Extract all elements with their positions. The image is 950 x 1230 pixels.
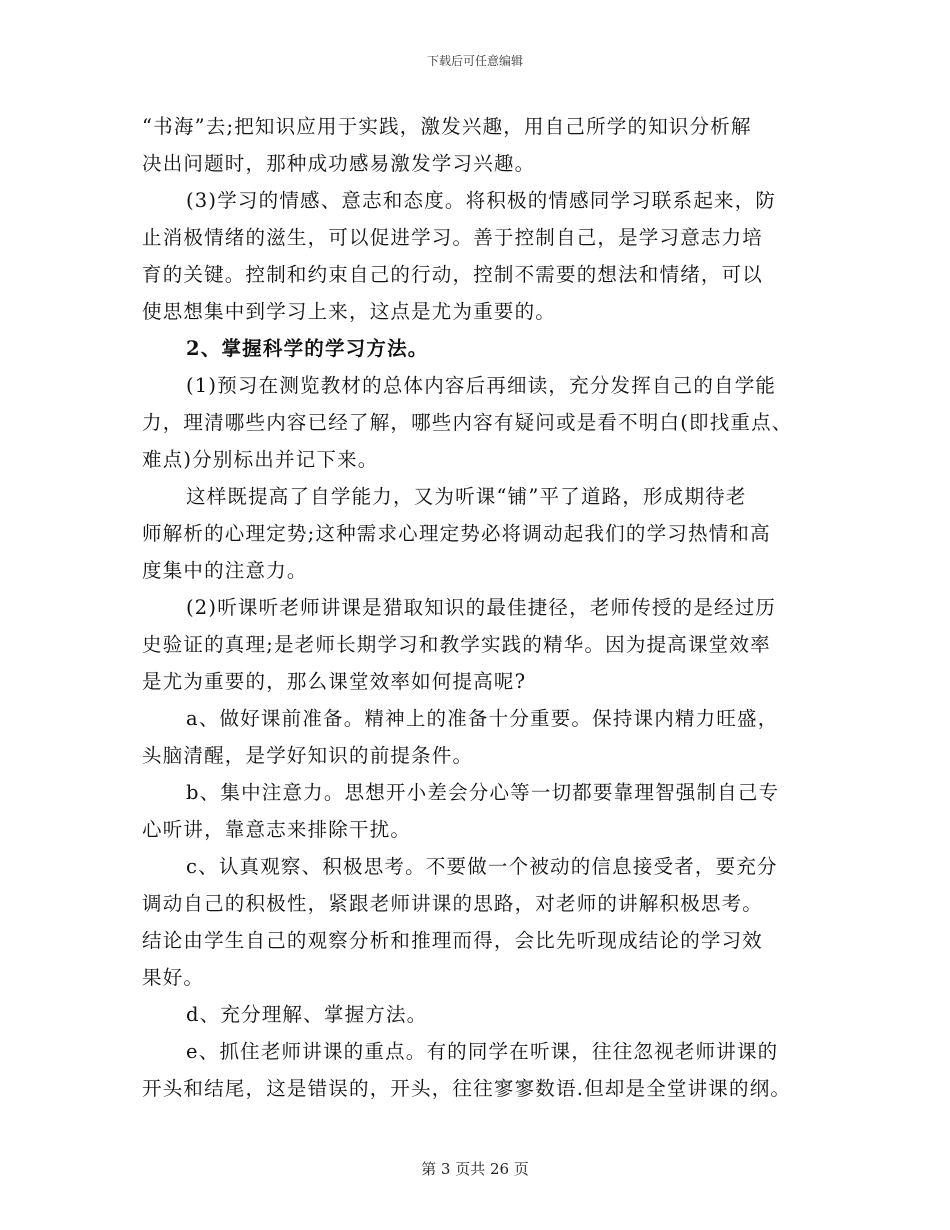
text-line: (2)听课听老师讲课是猎取知识的最佳捷径，老师传授的是经过历 (186, 596, 777, 619)
text-line: 心听讲，靠意志来排除干扰。 (142, 818, 412, 841)
text-line: d、充分理解、掌握方法。 (186, 1003, 428, 1026)
page-header: 下载后可任意编辑 (426, 54, 523, 68)
text-line: 止消极情绪的滋生，可以促进学习。善于控制自己，是学习意志力培 (142, 226, 764, 249)
text-line: 结论由学生自己的观察分析和推理而得，会比先听现成结论的学习效 (142, 929, 764, 952)
text-line: 育的关键。控制和约束自己的行动，控制不需要的想法和情绪，可以 (142, 263, 764, 286)
text-line: 这样既提高了自学能力，又为听课“铺”平了道路，形成期待老 (186, 485, 747, 508)
text-line: 果好。 (142, 966, 205, 989)
text-line: 头脑清醒，是学好知识的前提条件。 (142, 744, 474, 767)
page-footer: 第 3 页共 26 页 (421, 1160, 529, 1178)
text-line: 决出问题时，那种成功感易激发学习兴趣。 (142, 152, 536, 175)
text-line: c、认真观察、积极思考。不要做一个被动的信息接受者，要充分 (186, 855, 778, 878)
text-line: 力，理清哪些内容已经了解，哪些内容有疑问或是看不明白(即找重点、 (142, 411, 793, 434)
text-line: 开头和结尾，这是错误的，开头，往往寥寥数语.但却是全堂讲课的纲。 (142, 1077, 792, 1100)
section-heading: 2、掌握科学的学习方法。 (186, 337, 429, 360)
text-line: (1)预习在测览教材的总体内容后再细读，充分发挥自己的自学能 (186, 374, 777, 397)
text-line: 难点)分别标出并记下来。 (142, 448, 379, 471)
text-line: 师解析的心理定势;这种需求心理定势必将调动起我们的学习热情和高 (142, 522, 771, 545)
text-line: 是尤为重要的，那么课堂效率如何提高呢? (142, 670, 527, 693)
text-line: e、抓住老师讲课的重点。有的同学在听课，往往忽视老师讲课的 (186, 1040, 779, 1063)
text-line: 调动自己的积极性，紧跟老师讲课的思路，对老师的讲解积极思考。 (142, 892, 764, 915)
text-line: a、做好课前准备。精神上的准备十分重要。保持课内精力旺盛， (186, 707, 779, 730)
text-line: 史验证的真理;是老师长期学习和教学实践的精华。因为提高课堂效率 (142, 633, 771, 656)
text-line: 度集中的注意力。 (142, 559, 308, 582)
text-line: b、集中注意力。思想开小差会分心等一切都要靠理智强制自己专 (186, 781, 780, 804)
text-line: “书海”去;把知识应用于实践，激发兴趣，用自己所学的知识分析解 (142, 115, 752, 138)
document-body (142, 108, 822, 1107)
text-line: (3)学习的情感、意志和态度。将积极的情感同学习联系起来，防 (186, 189, 777, 212)
text-line: 使思想集中到学习上来，这点是尤为重要的。 (142, 300, 557, 323)
